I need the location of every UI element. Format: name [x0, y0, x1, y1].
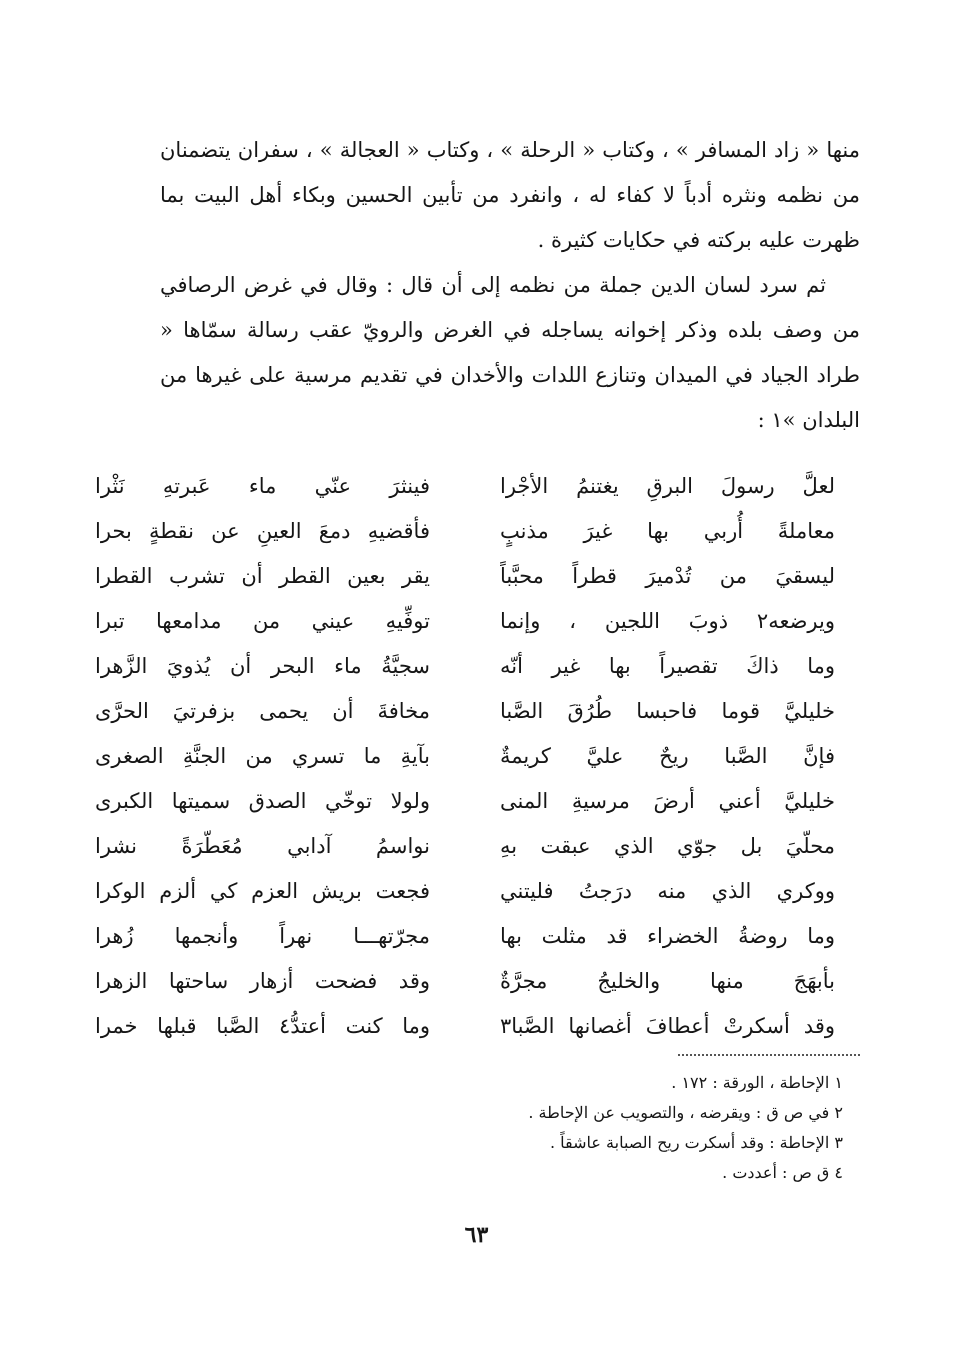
verse-first-hemistich: لعلَّ رسولَ البرقِ يغتنمُ الأجْرا [500, 474, 835, 498]
verse-first-hemistich: وما روضةُ الخضراء قد مثلت بها [500, 924, 835, 948]
verse-first-hemistich: وما ذاكَ تقصيراً بها غير أنّه [500, 654, 835, 678]
verse-second-hemistich: مجرّتهـــا نهراً وأنجمها زُهرا [95, 924, 430, 948]
prose-body [160, 128, 860, 443]
poem-verse [0, 824, 953, 869]
verse-first-hemistich: فإنَّ الصَّبا ريحٌ عليَّ كريمةٌ [500, 744, 835, 768]
poem-verse [0, 869, 953, 914]
prose-paragraph-1: منها « زاد المسافر » ، وكتاب « الرحلة » ، وكتاب « العجالة » ، سفران يتضمنان من نظمه ونثره أدباً لا كفاء له ، وانفرد من تأبين الحسين وبكاء أهل البيت بما ظهرت عليه بركته في حكايات كثيرة . [160, 138, 860, 252]
verse-second-hemistich: مخافةَ أن يحمى بزفرتيَ الحرَّى [95, 699, 430, 723]
verse-first-hemistich: وقد أسكرتْ أعطافَ أغصانها الصَّبا٣ [500, 1014, 835, 1038]
verse-first-hemistich: ووكري الذي منه درَجتُ فليتني [500, 879, 835, 903]
footnote-3: ٣ الإحاطة : وقد أسكرت ريح الصبابة عاشقاً . [550, 1133, 843, 1152]
poem-verse [0, 914, 953, 959]
poem-verse [0, 599, 953, 644]
poem-verse [0, 1004, 953, 1049]
poem-verse [0, 689, 953, 734]
poem-verse [0, 464, 953, 509]
verse-first-hemistich: خليليَّ قوما فاحبسا طُرُقَ الصَّبا [500, 699, 835, 723]
verse-second-hemistich: فجعت بريش العزم كي ألزم الوكرا [95, 879, 430, 903]
footnote-2: ٢ في ص ق : ويقرضه ، والتصويب عن الإحاطة . [528, 1103, 843, 1122]
verse-second-hemistich: سجيَّةُ ماء البحر أن يُذويَ الزَّهرا [95, 654, 430, 678]
verse-first-hemistich: ويرضعه٢ ذوبَ اللجين ، وإنما [500, 609, 835, 633]
verse-second-hemistich: نواسمُ آدابي مُعَطّرَةً نشرا [95, 834, 430, 858]
poem-verse [0, 554, 953, 599]
verse-second-hemistich: يقر بعين القطر أن تشرب القطرا [95, 564, 430, 588]
page-number: ٦٣ [464, 1222, 489, 1248]
footnote-1: ١ الإحاطة ، الورقة : ١٧٢ . [671, 1073, 843, 1092]
verse-first-hemistich: خليليَّ أعني أرضَ مرسيةِ المنى [500, 789, 835, 813]
verse-first-hemistich: معاملةً أُربي بها غيرَ مذنبٍ [500, 519, 835, 543]
poem-verse [0, 959, 953, 1004]
poem-verse [0, 734, 953, 779]
prose-paragraph-2: ثم سرد لسان الدين جملة من نظمه إلى أن قال : وقال في غرض الرصافي من وصف بلده وذكر إخوانه يساجله في الغرض والرويّ عقب رسالة سمّاها « طراد الجياد في الميدان وتنازع اللدات والأخدان في تقديم مرسية على غيرها من البلدان »١ : [160, 273, 860, 432]
footnote-4: ٤ ق ص : أعددت . [722, 1163, 843, 1182]
verse-second-hemistich: بآيةِ ما تسري من الجنَّةِ الصغرى [95, 744, 430, 768]
verse-second-hemistich: فأقضيهِ دمعَ العينِ عن نقطةٍ بحرا [95, 519, 430, 543]
verse-second-hemistich: فينثرَ عنّي ماء عَبرتهِ نَثْرا [95, 474, 430, 498]
verse-second-hemistich: وما كنت أعتدُّ٤ الصَّبا قبلها خمرا [95, 1014, 430, 1038]
poem-verse [0, 779, 953, 824]
poem-verse [0, 644, 953, 689]
footnotes [243, 1068, 843, 1188]
verse-first-hemistich: بأبهَجَ منها والخليجُ مجرَّةٌ [500, 969, 835, 993]
verse-second-hemistich: ولولا توخّي الصدق سميتها الكبرى [95, 789, 430, 813]
verse-first-hemistich: محلّيَ بل جوّي الذي عبقت بهِ [500, 834, 835, 858]
verse-second-hemistich: توفِّيهِ عيني من مدامعها تبرا [95, 609, 430, 633]
verse-first-hemistich: ليسقيَ من تُدْميرَ قطراً محبَّباً [500, 564, 835, 588]
poem-verse [0, 509, 953, 554]
verse-second-hemistich: وقد فضحت أزهار ساحتها الزهرا [95, 969, 430, 993]
footnote-divider [678, 1054, 860, 1056]
